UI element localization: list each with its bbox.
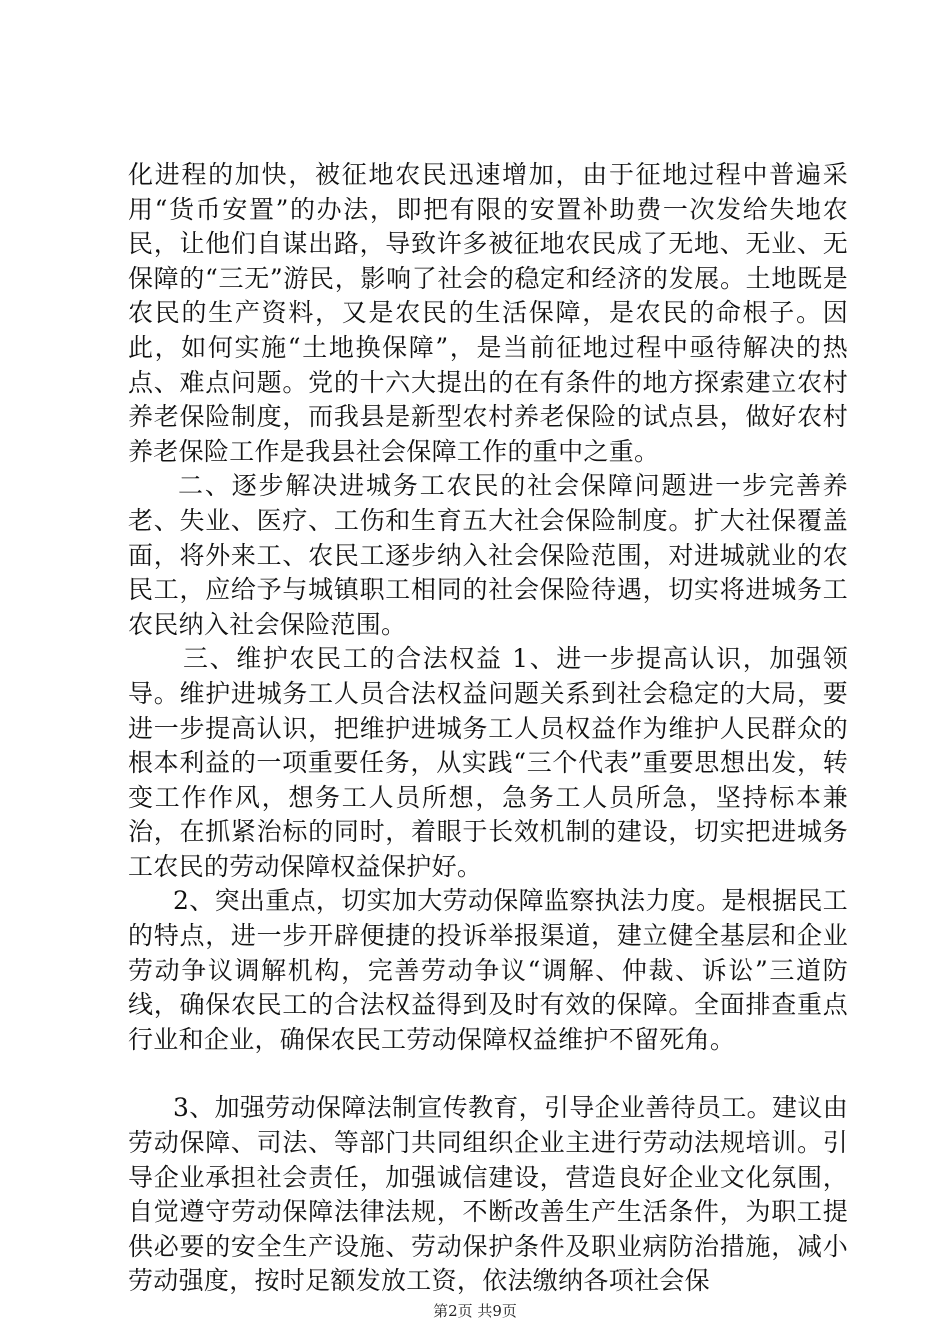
document-body — [128, 158, 848, 1299]
paragraph-land-security: 化进程的加快，被征地农民迅速增加，由于征地过程中普遍采用“货币安置”的办法，即把有限的安置补助费一次发给失地农民，让他们自谋出路，导致许多被征地农民成了无地、无业、无保障的“三无”游民，影响了社会的稳定和经济的发展。土地既是农民的生产资料，又是农民的生活保障，是农民的命根子。因此，如何实施“土地换保障”，是当前征地过程中亟待解决的热点、难点问题。党的十六大提出的在有条件的地方探索建立农村养老保险制度，而我县是新型农村养老保险的试点县，做好农村养老保险工作是我县社会保障工作的重中之重。 — [128, 160, 848, 466]
paragraph-migrant-social-security: 二、逐步解决进城务工农民的社会保障问题进一步完善养老、失业、医疗、工伤和生育五大社会保险制度。扩大社保覆盖面，将外来工、农民工逐步纳入社会保险范围，对进城就业的农民工，应给予与城镇职工相同的社会保险待遇，切实将进城务工农民纳入社会保险范围。 — [128, 471, 848, 639]
paragraph-migrant-rights: 三、维护农民工的合法权益 1、进一步提高认识，加强领导。维护进城务工人员合法权益问题关系到社会稳定的大局，要进一步提高认识，把维护进城务工人员权益作为维护人民群众的根本利益的一项重要任务，从实践“三个代表”重要思想出发，转变工作作风，想务工人员所想，急务工人员所急，坚持标本兼治，在抓紧治标的同时，着眼于长效机制的建设，切实把进城务工农民的劳动保障权益保护好。 — [128, 644, 848, 881]
paragraph-legal-education: 3、加强劳动保障法制宣传教育，引导企业善待员工。建议由劳动保障、司法、等部门共同组织企业主进行劳动法规培训。引导企业承担社会责任，加强诚信建设，营造良好企业文化氛围，自觉遵守劳动保障法律法规，不断改善生产生活条件，为职工提供必要的安全生产设施、劳动保护条件及职业病防治措施，减小劳动强度，按时足额发放工资，依法缴纳各项社会保 — [128, 1093, 848, 1296]
page-number-footer: 第2页 共9页 — [433, 1302, 517, 1320]
paragraph-labor-inspection: 2、突出重点，切实加大劳动保障监察执法力度。是根据民工的特点，进一步开辟便捷的投诉举报渠道，建立健全基层和企业劳动争议调解机构，完善劳动争议“调解、仲裁、诉讼”三道防线，确保农民工的合法权益得到及时有效的保障。全面排查重点行业和企业，确保农民工劳动保障权益维护不留死角。 — [128, 886, 848, 1054]
